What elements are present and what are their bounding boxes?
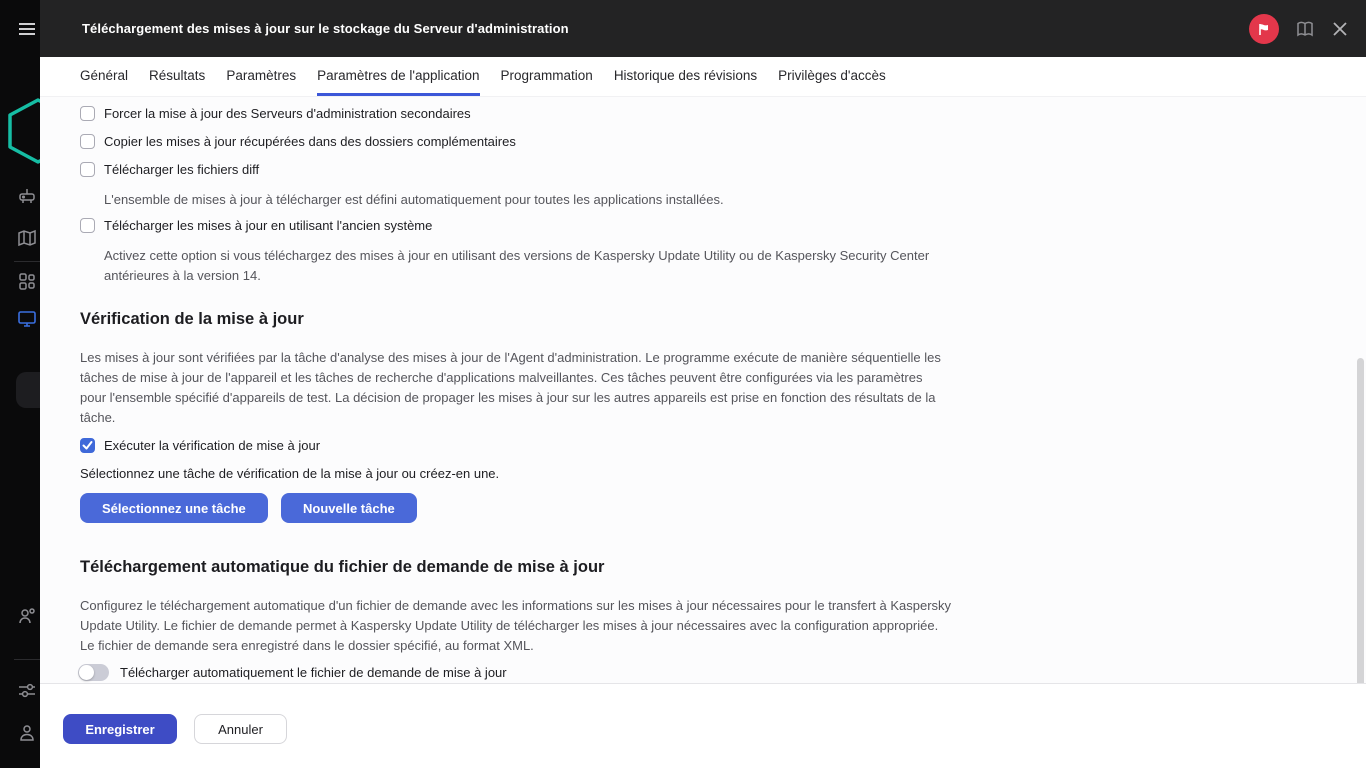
- active-nav-pill: [16, 372, 40, 408]
- verification-description: Les mises à jour sont vérifiées par la tâche d'analyse des mises à jour de l'Agent d'administration. Le programme exécute de manière séquentielle les tâches de mise à jour de l'appareil et les tâches de recherche d'applications malveillantes. Ces tâches peuvent être configurées via les paramètres pour l'ensemble spécifié d'appareils de test. La décision de propager les mises à jour sur les autres appareils est prise en fonction des résultats de la tâche.: [80, 350, 941, 425]
- tab-application-settings[interactable]: Paramètres de l'application: [317, 57, 479, 96]
- map-icon[interactable]: [17, 228, 37, 248]
- checkbox-label: Forcer la mise à jour des Serveurs d'administration secondaires: [104, 106, 471, 121]
- checkbox-row: [80, 218, 432, 233]
- legacy-note: Activez cette option si vous téléchargez des mises à jour en utilisant des versions de Kaspersky Update Utility ou de Kaspersky Security Center antérieures à la version 14.: [104, 248, 930, 283]
- tab-parameters[interactable]: Paramètres: [226, 68, 297, 83]
- sidebar-divider: [14, 659, 40, 660]
- auto-download-toggle[interactable]: [78, 664, 109, 681]
- tab-access-privileges[interactable]: Privilèges d'accès: [778, 68, 886, 83]
- sliders-settings-icon[interactable]: [17, 680, 37, 700]
- diff-note: L'ensemble de mises à jour à télécharger est défini automatiquement pour toutes les applications installées.: [104, 192, 724, 207]
- select-task-hint: Sélectionnez une tâche de vérification de la mise à jour ou créez-en une.: [80, 466, 500, 481]
- checkbox-row: [80, 438, 320, 453]
- dialog-tabs: [40, 57, 1366, 97]
- tab-general[interactable]: Général: [80, 68, 129, 83]
- tab-revision-history[interactable]: Historique des révisions: [613, 68, 758, 83]
- devices-monitor-icon[interactable]: [17, 309, 37, 329]
- select-task-button[interactable]: Sélectionnez une tâche: [80, 493, 268, 523]
- tab-results[interactable]: Résultats: [149, 68, 206, 83]
- tab-schedule[interactable]: Programmation: [500, 68, 593, 83]
- new-task-button[interactable]: Nouvelle tâche: [281, 493, 417, 523]
- checkbox-row: [80, 134, 516, 149]
- force-secondary-checkbox[interactable]: [80, 106, 95, 121]
- checkbox-label: Télécharger les mises à jour en utilisant l'ancien système: [104, 218, 433, 233]
- vertical-scrollbar[interactable]: [1357, 358, 1364, 683]
- verification-heading: Vérification de la mise à jour: [80, 310, 304, 328]
- run-verification-checkbox[interactable]: [80, 438, 95, 453]
- documentation-icon[interactable]: [1296, 20, 1314, 38]
- cancel-button[interactable]: Annuler: [194, 714, 287, 744]
- auto-download-description: Configurez le téléchargement automatique d'un fichier de demande avec les informations sur les mises à jour nécessaires pour le transfert à Kaspersky Update Utility. Le fichier de demande permet à Kaspersky Update Utility de télécharger les mises à jour nécessaires avec la configuration appropriée. Le fichier de demande sera enregistré dans le dossier spécifié, au format XML.: [80, 598, 952, 653]
- auto-download-heading: Téléchargement automatique du fichier de demande de mise à jour: [80, 558, 605, 576]
- sidebar-nav: [0, 0, 40, 768]
- dialog-title: Téléchargement des mises à jour sur le stockage du Serveur d'administration: [82, 21, 569, 36]
- account-icon[interactable]: [17, 723, 37, 743]
- download-diff-checkbox[interactable]: [80, 162, 95, 177]
- menu-icon[interactable]: [17, 19, 37, 39]
- settings-panel: [40, 97, 1366, 683]
- toggle-label: Télécharger automatiquement le fichier de demande de mise à jour: [120, 665, 507, 680]
- flag-badge-icon[interactable]: [1249, 14, 1279, 44]
- close-icon[interactable]: [1331, 20, 1349, 38]
- checkbox-row: [80, 162, 259, 177]
- checkbox-label: Exécuter la vérification de mise à jour: [104, 438, 321, 453]
- task-properties-dialog: [40, 0, 1366, 768]
- checkbox-label: Copier les mises à jour récupérées dans des dossiers complémentaires: [104, 134, 516, 149]
- dialog-header: [40, 0, 1366, 57]
- copy-updates-checkbox[interactable]: [80, 134, 95, 149]
- discovery-grid-icon[interactable]: [17, 271, 37, 291]
- users-icon[interactable]: [17, 606, 37, 626]
- checkbox-label: Télécharger les fichiers diff: [104, 162, 260, 177]
- dialog-footer: [40, 683, 1366, 768]
- legacy-scheme-checkbox[interactable]: [80, 218, 95, 233]
- kaspersky-logo-icon: [6, 98, 40, 164]
- servers-icon[interactable]: [17, 187, 37, 207]
- checkbox-row: [80, 106, 471, 121]
- sidebar-divider: [14, 261, 40, 262]
- save-button[interactable]: Enregistrer: [63, 714, 177, 744]
- toggle-row: [78, 664, 507, 681]
